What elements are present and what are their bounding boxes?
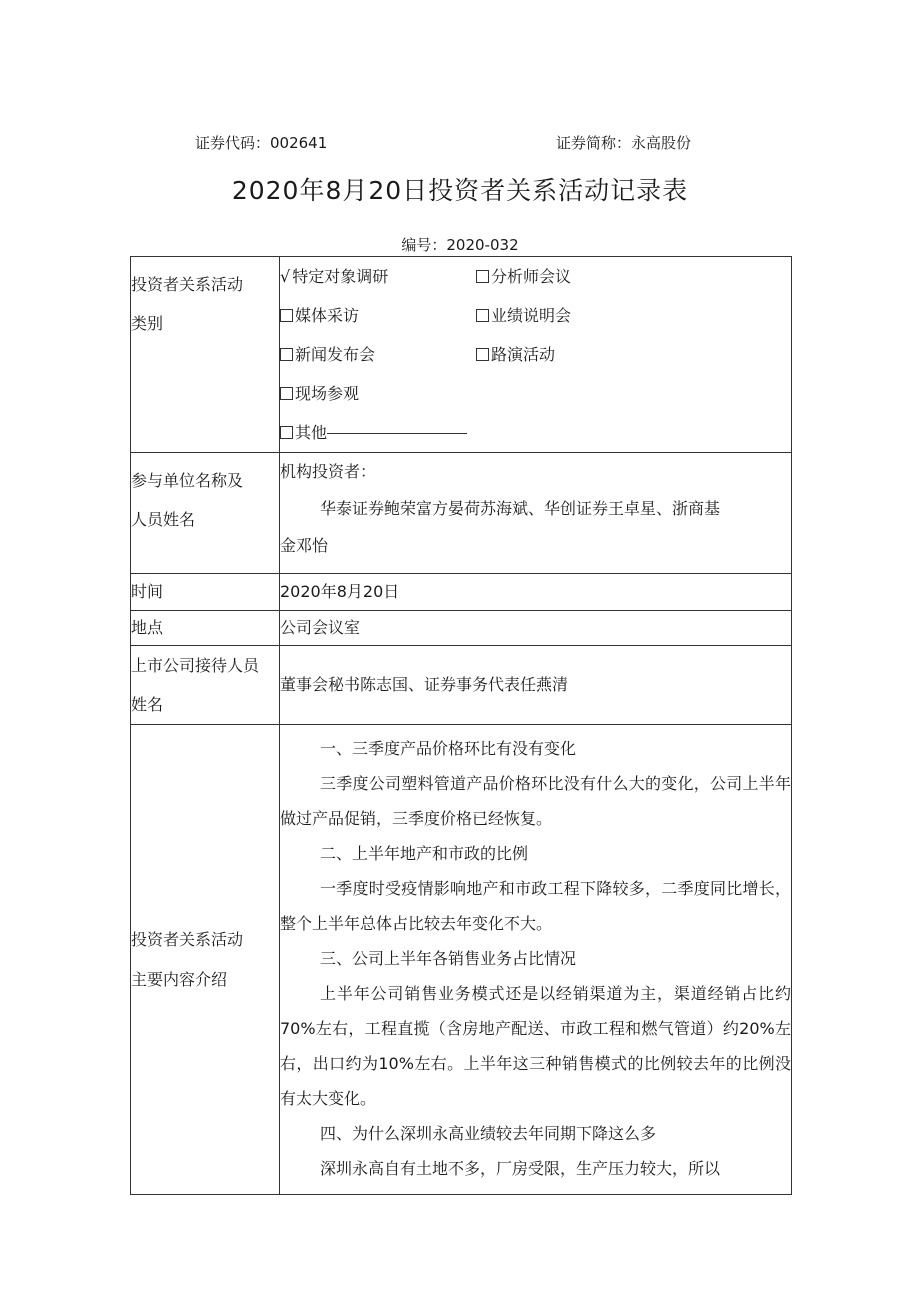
option-specific-research[interactable]: √ 特定对象调研	[280, 267, 389, 286]
other-blank-line	[327, 413, 467, 434]
place-value: 公司会议室	[280, 611, 792, 646]
option-roadshow[interactable]: 路演活动	[476, 335, 555, 374]
security-code: 证券代码：002641	[195, 134, 328, 152]
question-heading: 三、公司上半年各销售业务占比情况	[320, 949, 577, 968]
receptionists-value: 董事会秘书陈志国、证券事务代表任燕清	[280, 646, 792, 725]
option-performance-briefing[interactable]: 业绩说明会	[476, 296, 571, 335]
option-press-conference[interactable]: 新闻发布会	[280, 335, 476, 374]
row-place	[131, 611, 792, 646]
checkbox-empty-icon	[280, 348, 293, 361]
place-label: 地点	[131, 611, 280, 646]
document-number: 编号：2020-032	[401, 236, 519, 254]
checkbox-empty-icon	[280, 426, 293, 439]
row-activity-type	[131, 257, 792, 453]
checkbox-empty-icon	[280, 309, 293, 322]
time-value: 2020年8月20日	[280, 574, 792, 611]
answer-paragraph: 上半年公司销售业务模式还是以经销渠道为主，渠道经销占比约70%左右，工程直揽（含房地产配送、市政工程和燃气管道）约20%左右，出口约为10%左右。上半年这三种销售模式的比例较去年的比例没有太大变化。	[280, 984, 791, 1108]
security-abbreviation: 证券简称：永高股份	[556, 134, 692, 152]
answer-paragraph: 三季度公司塑料管道产品价格环比没有什么大的变化，公司上半年做过产品促销，三季度价格已经恢复。	[280, 774, 791, 828]
check-mark-icon: √	[280, 267, 291, 286]
row-receptionists	[131, 646, 792, 725]
option-media-interview[interactable]: 媒体采访	[280, 296, 476, 335]
checkbox-empty-icon	[476, 348, 489, 361]
row-participants	[131, 453, 792, 574]
answer-paragraph: 一季度时受疫情影响地产和市政工程下降较多，二季度同比增长，整个上半年总体占比较去年变化不大。	[280, 879, 791, 933]
content-label: 投资者关系活动 主要内容介绍	[131, 725, 280, 1195]
question-heading: 二、上半年地产和市政的比例	[320, 844, 529, 863]
activity-type-label: 投资者关系活动 类别	[131, 257, 280, 453]
receptionists-label: 上市公司接待人员 姓名	[131, 646, 280, 725]
record-table	[130, 256, 792, 1195]
checkbox-empty-icon	[476, 309, 489, 322]
content-body	[280, 725, 792, 1195]
question-heading: 四、为什么深圳永高业绩较去年同期下降这么多	[320, 1124, 657, 1143]
activity-type-options	[280, 257, 792, 453]
question-heading: 一、三季度产品价格环比有没有变化	[320, 739, 577, 758]
time-label: 时间	[131, 574, 280, 611]
checkbox-empty-icon	[280, 387, 293, 400]
option-site-visit[interactable]: 现场参观	[280, 374, 476, 413]
option-analyst-meeting[interactable]: 分析师会议	[476, 257, 571, 296]
participants-label: 参与单位名称及 人员姓名	[131, 453, 280, 574]
participants-value: 机构投资者： 华泰证券鲍荣富方晏荷苏海斌、华创证券王卓星、浙商基 金邓怡	[280, 453, 792, 574]
document-title: 2020年8月20日投资者关系活动记录表	[231, 176, 689, 205]
row-activity-content	[131, 725, 792, 1195]
answer-paragraph: 深圳永高自有土地不多，厂房受限，生产压力较大，所以	[320, 1159, 721, 1178]
row-time	[131, 574, 792, 611]
option-other[interactable]: 其他	[280, 413, 476, 452]
checkbox-empty-icon	[476, 270, 489, 283]
